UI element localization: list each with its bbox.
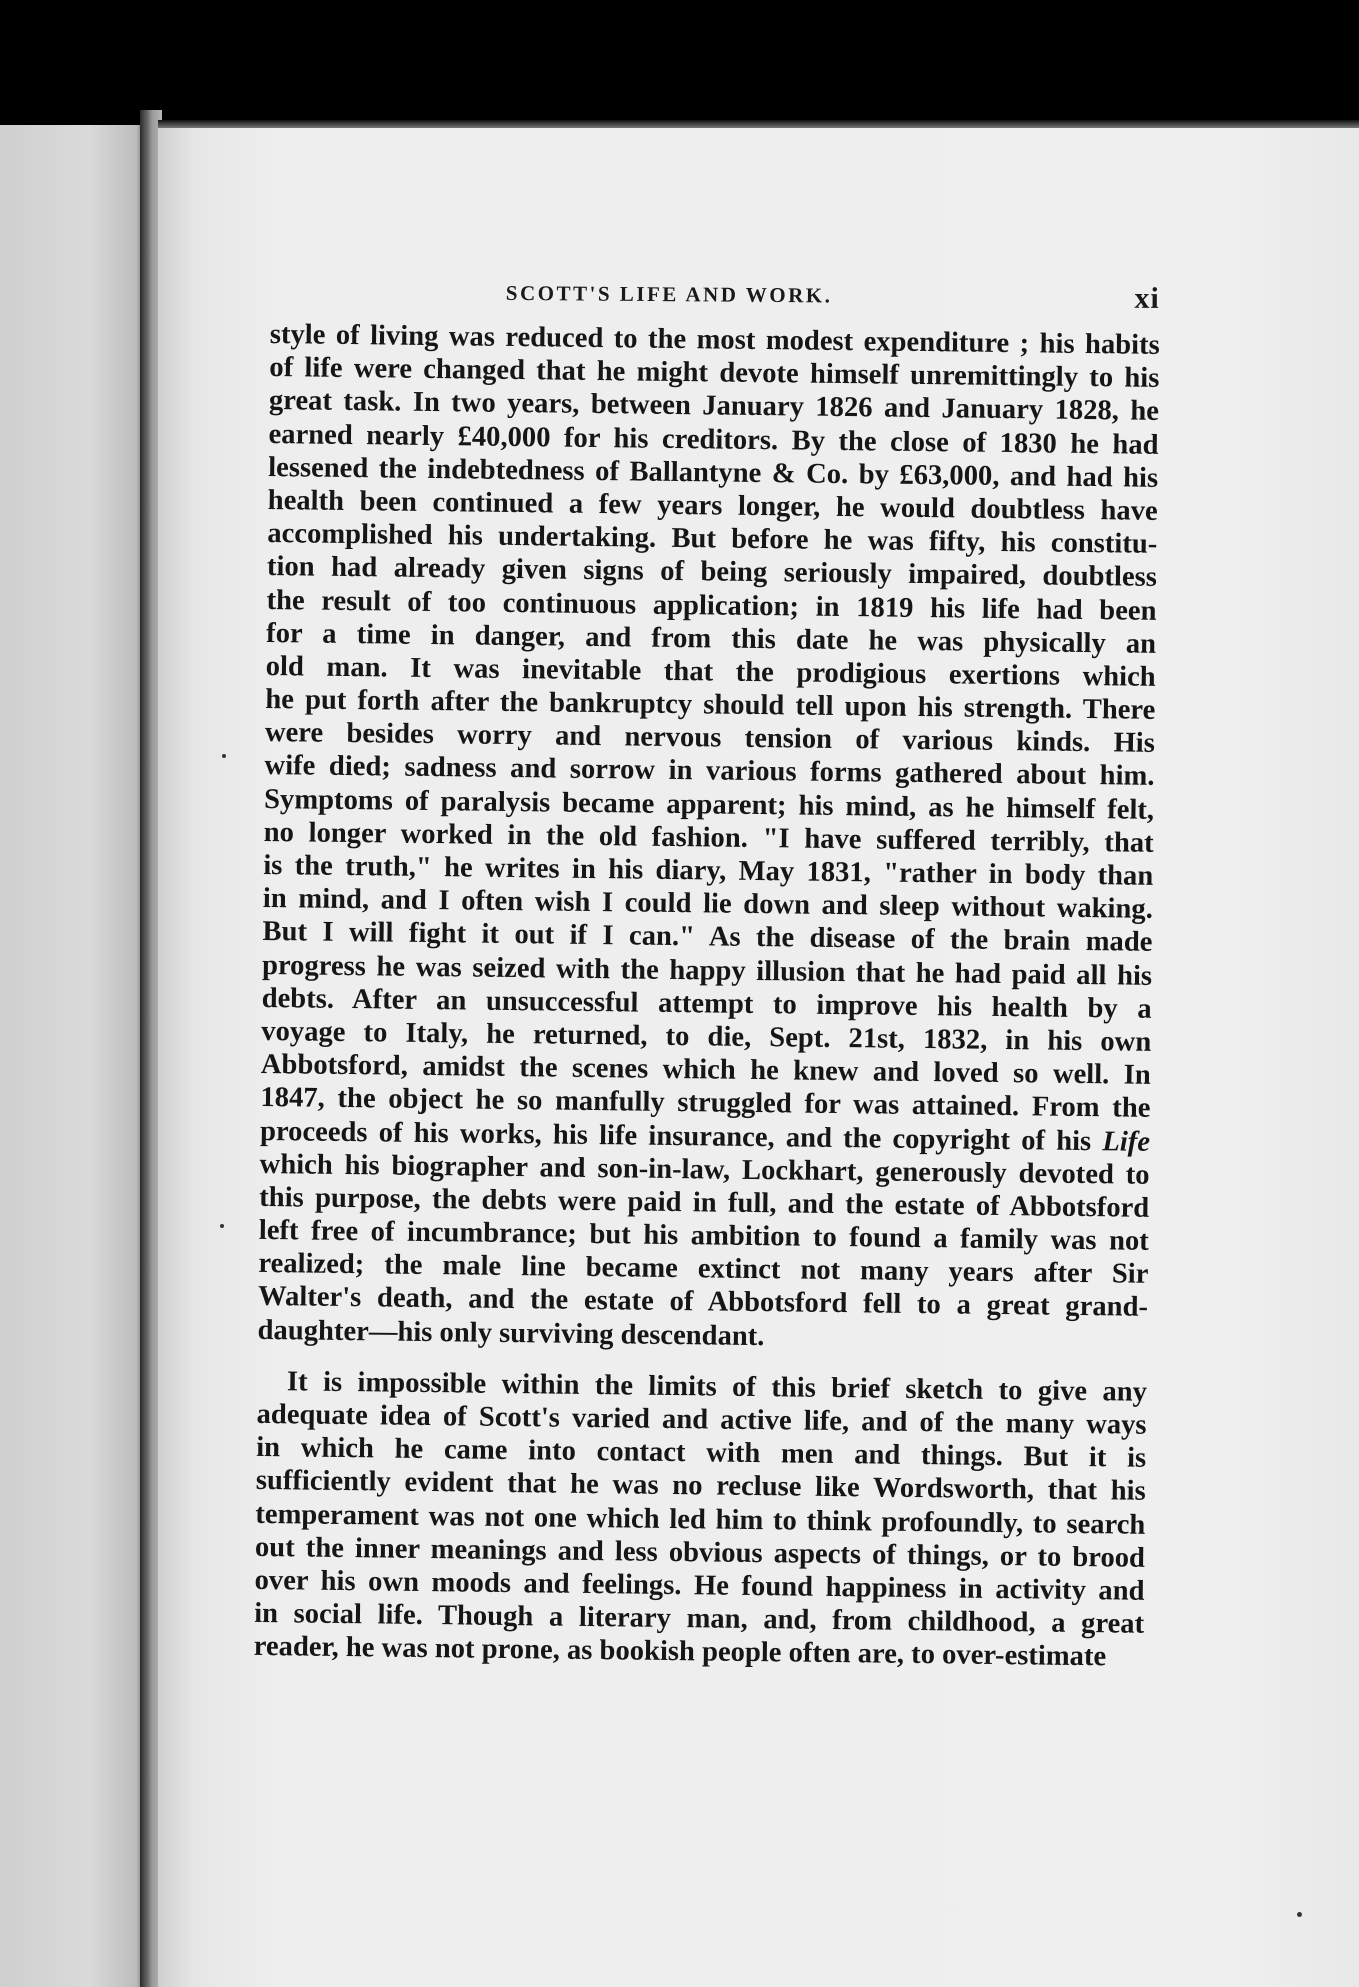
text-line: old man. It was inevitable that the prodigious exertions which (265, 650, 1156, 693)
italic-title: Life (1102, 1125, 1151, 1158)
text-line: were besides worry and nervous tension of various kinds. His (264, 717, 1156, 760)
running-head (270, 275, 1160, 322)
text-line: in which he came into contact with men and things. But it is (256, 1432, 1147, 1474)
text-line: the result of too continuous application; in 1819 his life had been (266, 584, 1157, 627)
scan-speck (222, 754, 226, 758)
text-line: 1847, the object he so manfully struggled for was attained. From the (260, 1082, 1151, 1125)
text-line: realized; the male line became extinct not many years after Sir (258, 1248, 1149, 1291)
text-line: accomplished his undertaking. But before he was fifty, his constitu- (267, 518, 1158, 560)
text-line: style of living was reduced to the most modest expenditure ; his habits (269, 318, 1160, 361)
text-line: progress he was seized with the happy illusion that he had paid all his (261, 949, 1153, 992)
text-line: temperament was not one which led him to think profoundly, to search (255, 1498, 1146, 1541)
text-line: wife died; sadness and sorrow in various forms gathered about him. (264, 750, 1155, 793)
scan-speck (1297, 1912, 1302, 1917)
body-text (254, 318, 1160, 1674)
text-line: Symptoms of paralysis became apparent; his mind, as he himself felt, (263, 783, 1155, 826)
text-line: for a time in danger, and from this date he was physically an (265, 617, 1157, 660)
text-line: It is impossible within the limits of this brief sketch to give any (286, 1366, 1148, 1408)
text-line: debts. After an unsuccessful attempt to improve his health by a (261, 982, 1152, 1025)
text-line: voyage to Italy, he returned, to die, Sept. 21st, 1832, in his own (261, 1015, 1152, 1058)
text-line: adequate idea of Scott's varied and active life, and of the many ways (256, 1398, 1147, 1441)
text-line: left free of incumbrance; but his ambition to found a family was not (258, 1214, 1149, 1257)
text-line: in mind, and I often wish I could lie down and sleep without waking. (262, 883, 1154, 926)
text-line: over his own moods and feelings. He found happiness in activity and (254, 1564, 1145, 1607)
text-line: sufficiently evident that he was no recluse like Wordsworth, that his (255, 1465, 1146, 1508)
text-line: of life were changed that he might devote himself unremittingly to his (269, 352, 1160, 395)
text-line: proceeds of his works, his life insurance, and the copyright of his Life (259, 1115, 1151, 1158)
text-line: But I will fight it out if I can." As the disease of the brain made (262, 916, 1153, 959)
page-number: xi (1134, 281, 1160, 315)
scan-speck (220, 1224, 224, 1228)
text-line: health been continued a few years longer, he would doubtless have (267, 484, 1158, 527)
text-line: which his biographer and son-in-law, Lockhart, generously devoted to (259, 1148, 1150, 1191)
text-line: no longer worked in the old fashion. "I have suffered terribly, that (263, 816, 1154, 859)
text-line: Abbotsford, amidst the scenes which he knew and loved so well. In (260, 1049, 1152, 1091)
text-line: earned nearly £40,000 for his creditors. By the close of 1830 he had (268, 418, 1159, 461)
text-line: daughter—his only surviving descendant. (257, 1314, 765, 1352)
text-line: great task. In two years, between January 1826 and January 1828, he (268, 385, 1160, 428)
text-line: he put forth after the bankruptcy should tell upon his strength. There (265, 684, 1156, 726)
text-line: reader, he was not prone, as bookish people often are, to over-estimate (253, 1631, 1107, 1673)
text-line: this purpose, the debts were paid in full, and the estate of Abbotsford (259, 1181, 1150, 1224)
text-line: out the inner meanings and less obvious aspects of things, or to brood (254, 1531, 1146, 1574)
text-line: is the truth," he writes in his diary, May 1831, "rather in body than (263, 849, 1154, 892)
facing-page-edge (0, 125, 148, 1987)
text-line: Walter's death, and the estate of Abbotsford fell to a great grand- (257, 1281, 1149, 1324)
text-line: in social life. Though a literary man, and, from childhood, a great (253, 1598, 1145, 1640)
text-line: tion had already given signs of being seriously impaired, doubtless (266, 551, 1158, 594)
page-top-shadow (158, 120, 1359, 128)
text-line: lessened the indebtedness of Ballantyne & Co. by £63,000, and had his (267, 451, 1159, 494)
running-title: SCOTT'S LIFE AND WORK. (505, 280, 833, 308)
